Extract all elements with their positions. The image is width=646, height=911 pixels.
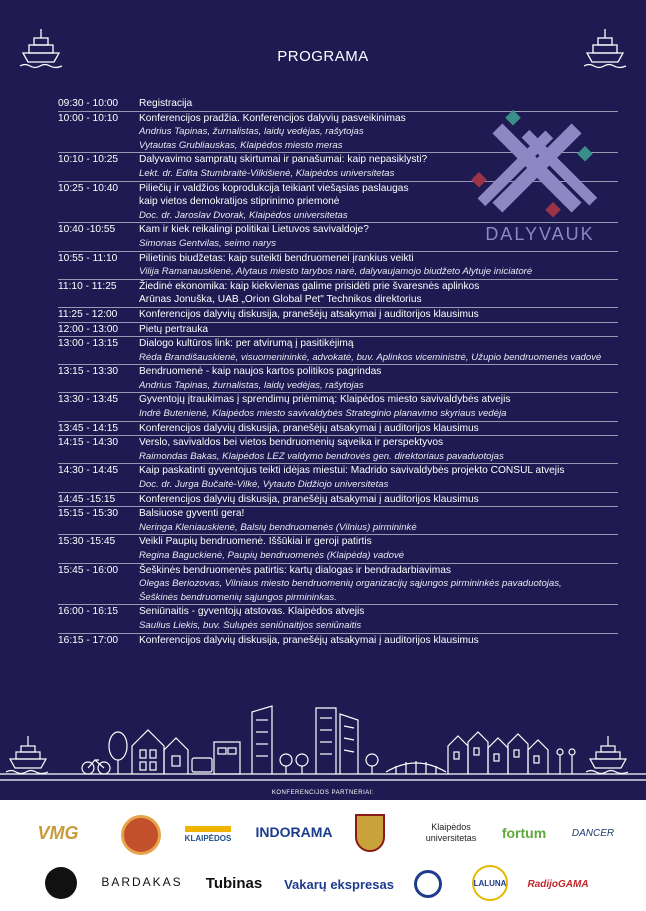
speaker-line: Neringa Kleniauskienė, Balsių bendruomenės (Vilnius) pirmininkė — [139, 521, 417, 533]
schedule-time: 15:45 - 16:00 — [58, 564, 119, 576]
schedule-time: 11:10 - 11:25 — [58, 280, 117, 292]
klaipedos-logo — [186, 814, 230, 854]
schedule-row — [58, 604, 618, 632]
ship-icon — [18, 26, 64, 72]
speaker-line: Andrius Tapinas, žurnalistas, laidų vedėjas, rašytojas — [139, 126, 364, 138]
schedule-time: 10:55 - 11:10 — [58, 252, 118, 264]
partner-name: RadijoGAMA — [527, 878, 589, 890]
schedule-row — [58, 492, 618, 507]
radijo-gama-logo — [526, 866, 590, 902]
session-title: Balsiuose gyventi gera! — [139, 508, 245, 520]
session-title: Registracija — [139, 98, 193, 109]
schedule-time: 15:15 - 15:30 — [58, 508, 119, 520]
klaipeda-coat-of-arms — [350, 812, 390, 854]
schedule-time: 10:10 - 10:25 — [58, 154, 119, 166]
schedule-row — [58, 279, 618, 307]
schedule-row — [58, 534, 618, 562]
schedule-time: 13:15 - 13:30 — [58, 366, 119, 378]
schedule-row — [58, 435, 618, 463]
session-title: kaip vietos demokratijos stiprinimo priemonė — [139, 196, 340, 208]
session-title: Konferencijos dalyvių diskusija, pranešėjų atsakymai į auditorijos klausimus — [139, 634, 479, 646]
laluna-logo — [470, 864, 510, 902]
session-title: Dalyvavimo sampratų skirtumai ir panašumai: kaip nepasiklysti? — [139, 154, 428, 166]
session-title: Konferencijos dalyvių diskusija, pranešėjų atsakymai į auditorijos klausimus — [139, 493, 479, 505]
speaker-line: Regina Baguckienė, Paupių bendruomenės (Klaipėda) vadovė — [139, 550, 405, 561]
speaker-line: Šeškinės bendruomenių sąjungos pirmininkas. — [139, 591, 337, 603]
schedule-row — [58, 563, 618, 605]
session-title: Seniūnaitis - gyventojų atstovas. Klaipėdos atvejis — [139, 606, 365, 618]
schedule-time: 12:00 - 13:00 — [58, 323, 119, 335]
schedule-time: 14:15 - 14:30 — [58, 437, 119, 449]
schedule-time: 09:30 - 10:00 — [58, 98, 119, 109]
schedule-row — [58, 463, 618, 491]
partner-name: fortum — [501, 825, 547, 841]
schedule-row — [58, 322, 618, 337]
rakuta-logo — [44, 866, 78, 900]
schedule-row — [58, 336, 618, 364]
session-title: Piliečių ir valdžios koprodukcija teikiant viešąsias paslaugas — [139, 182, 409, 194]
fortum-logo — [494, 820, 554, 846]
bardakas-logo — [100, 870, 184, 894]
session-title: Žiedinė ekonomika: kaip kiekvienas galime prisidėti prie švaresnės aplinkos — [139, 280, 480, 292]
vmg-logo — [22, 816, 94, 850]
schedule-row — [58, 392, 618, 420]
partner-name: Vakarų ekspresas — [284, 876, 394, 892]
schedule-time: 10:25 - 10:40 — [58, 182, 119, 194]
indorama-logo — [254, 818, 334, 846]
session-title: Pietų pertrauka — [139, 323, 209, 335]
schedule-time: 16:00 - 16:15 — [58, 606, 119, 618]
schedule-time: 13:30 - 13:45 — [58, 394, 119, 406]
speaker-line: Andrius Tapinas, žurnalistas, laidų vedėjas, rašytojas — [139, 379, 364, 391]
partner-name: Tubinas — [205, 874, 263, 892]
schedule-time: 11:25 - 12:00 — [58, 308, 118, 320]
session-title: Bendruomenė - kaip naujos kartos politikos pagrindas — [139, 366, 382, 378]
schedule-time: 10:40 -10:55 — [58, 224, 116, 236]
speaker-line: Vytautas Grubliauskas, Klaipėdos miesto meras — [139, 139, 343, 151]
schedule-time: 14:30 - 14:45 — [58, 465, 119, 477]
session-title: Konferencijos dalyvių diskusija, pranešėjų atsakymai į auditorijos klausimus — [139, 422, 479, 434]
dalyvauk-logo-icon — [468, 104, 608, 244]
speaker-line: Indrė Butenienė, Klaipėdos miesto savivaldybės Strateginio planavimo skyriaus vedėja — [139, 408, 507, 420]
session-title: Veikli Paupių bendruomenė. Iššūkiai ir geroji patirtis — [139, 536, 372, 548]
session-title: Kam ir kiek reikalingi politikai Lietuvos savivaldoje? — [139, 224, 369, 236]
schedule-time: 14:45 -15:15 — [58, 493, 116, 505]
partner-name: VMG — [37, 822, 79, 843]
session-title: Konferencijos pradžia. Konferencijos dalyvių pasveikinimas — [139, 112, 406, 124]
schedule-row — [58, 307, 618, 322]
session-title: Konferencijos dalyvių diskusija, pranešėjų atsakymai į auditorijos klausimus — [139, 308, 479, 320]
speaker-line: Doc. dr. Jaroslav Dvorak, Klaipėdos universitetas — [139, 209, 348, 221]
partner-name: KLAIPĖDOS — [185, 826, 232, 843]
speaker-line: Lekt. dr. Edita Stumbraitė-Vilkišienė, Klaipėdos universitetas — [139, 167, 395, 179]
university-logo — [412, 818, 490, 848]
session-title: Arūnas Jonuška, UAB „Orion Global Pet" Technikos direktorius — [139, 294, 422, 306]
partner-name: INDORAMA — [255, 824, 333, 840]
schedule-time: 16:15 - 17:00 — [58, 634, 119, 646]
speaker-line: Doc. dr. Jurga Bučaitė-Vilkė, Vytauto Didžiojo universitetas — [139, 479, 389, 491]
session-title: Dialogo kultūros link: per atvirumą į pasitikėjimą — [139, 338, 354, 350]
speaker-line: Raimondas Bakas, Klaipėdos LEZ valdymo bendrovės gen. direktoriaus pavaduotojas — [139, 450, 504, 462]
schedule-time: 10:00 - 10:10 — [58, 112, 119, 124]
session-title: Verslo, savivaldos bei vietos bendruomenių sąveika ir perspektyvos — [139, 437, 444, 449]
session-title: Pilietinis biudžetas: kaip suteikti bendruomenei įrankius veikti — [139, 252, 414, 264]
tubinas-logo — [202, 870, 266, 896]
speaker-line: Saulius Liekis, buv. Sulupės seniūnaitijos seniūnaitis — [139, 619, 362, 631]
speaker-line: Rėda Brandišauskienė, visuomenininkė, advokatė, buv. Aplinkos viceministrė, Užupio bendruomenės vadovė — [139, 351, 602, 363]
vakaru-ekspresas-logo — [284, 864, 394, 904]
schedule-row — [58, 506, 618, 534]
logo-text: DALYVAUK — [485, 224, 595, 244]
speaker-line: Simonas Gentvilas, seimo narys — [139, 237, 277, 249]
partner-name: LALUNA — [472, 865, 508, 901]
speaker-line: Vilija Ramanauskienė, Alytaus miesto tarybos narė, dalyvaujamojo biudžeto Alytuje iniciatorė — [139, 266, 533, 278]
city-skyline-illustration — [0, 690, 646, 800]
partners-title: KONFERENCIJOS PARTNERIAI: — [271, 790, 375, 796]
session-title: Šeškinės bendruomenės patirtis: kartų dialogas ir bendradarbiavimas — [139, 564, 452, 576]
speaker-line: Olegas Beriozovas, Vilniaus miesto bendruomenių organizacijų sąjungos pirmininkės pavaduotojas, — [139, 578, 562, 590]
schedule-row — [58, 633, 618, 648]
hotel-seal-logo — [118, 814, 164, 856]
dancer-logo — [560, 816, 626, 850]
session-title: Gyventojų įtraukimas į sprendimų priėmimą: Klaipėdos miesto savivaldybės atvejis — [139, 394, 511, 406]
schedule-row — [58, 251, 618, 279]
partner-name: Klaipėdos universitetas — [425, 822, 477, 843]
partners-strip — [0, 800, 646, 911]
ship-icon — [582, 26, 628, 72]
schedule-time: 13:45 - 14:15 — [58, 422, 119, 434]
circle-b-logo — [412, 868, 444, 900]
partner-name: BARDAKAS — [101, 875, 183, 889]
partner-name: DANCER — [571, 827, 615, 839]
schedule-time: 13:00 - 13:15 — [58, 338, 119, 350]
schedule-row — [58, 421, 618, 436]
schedule-row — [58, 364, 618, 392]
session-title: Kaip paskatinti gyventojus teikti idėjas miestui: Madrido savivaldybės projekto CONSUL atvejis — [139, 465, 565, 477]
schedule-time: 15:30 -15:45 — [58, 536, 116, 548]
page-title: PROGRAMA — [277, 48, 369, 65]
